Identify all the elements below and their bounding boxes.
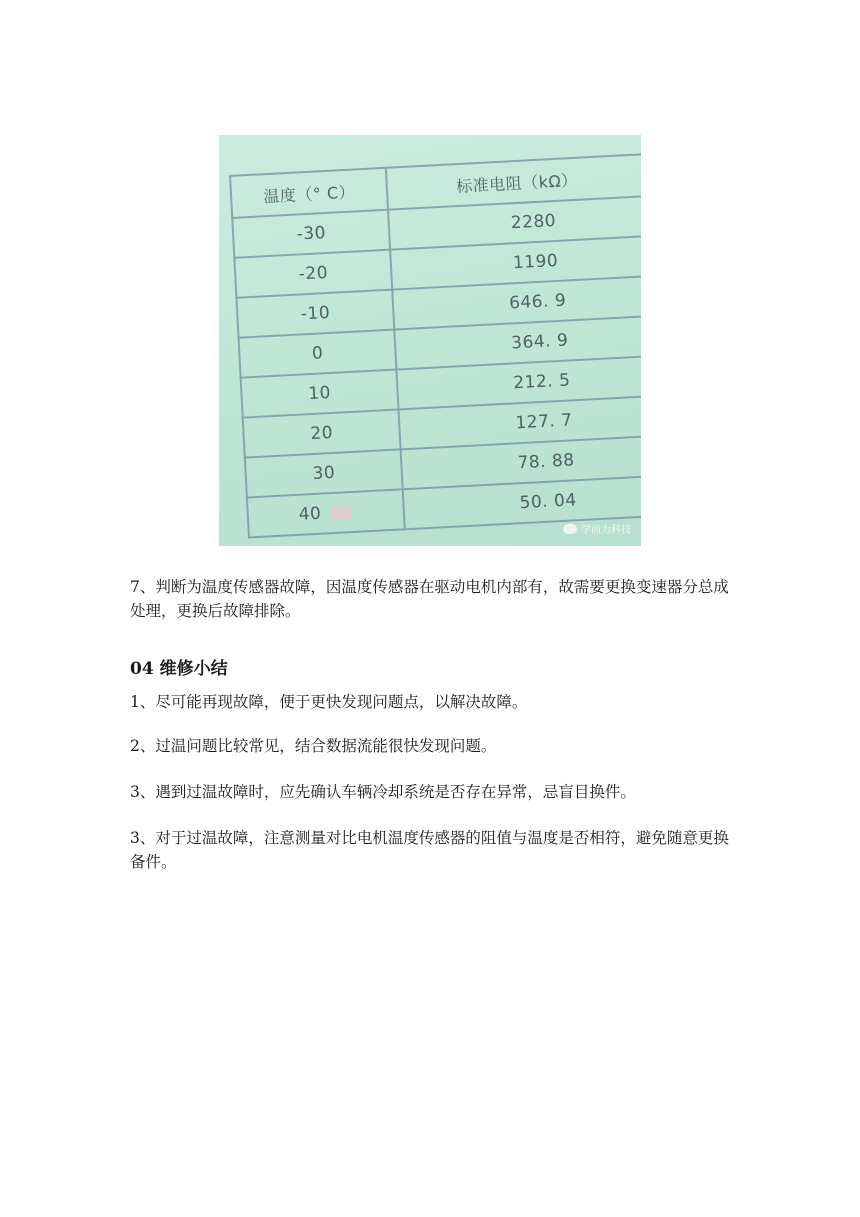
summary-item: 1、尽可能再现故障，便于更快发现问题点，以解决故障。: [130, 693, 528, 711]
header-temperature: 温度（° C）: [230, 168, 388, 218]
summary-item: 3、遇到过温故障时，应先确认车辆冷却系统是否存在异常，忌盲目换件。: [130, 783, 636, 801]
temperature-cell: 20: [243, 409, 401, 457]
resistance-cell: 2280: [388, 196, 641, 250]
temperature-cell: -10: [236, 290, 394, 338]
resistance-cell: 127. 7: [399, 396, 641, 450]
resistance-cell: 78. 88: [401, 436, 641, 490]
section-title: 04 维修小结: [130, 659, 228, 679]
temperature-cell: 10: [241, 369, 399, 417]
wechat-icon: [563, 524, 577, 534]
resistance-cell: 364. 9: [395, 316, 641, 370]
smudge-mark: [331, 505, 354, 520]
temperature-cell: -20: [234, 250, 392, 298]
temperature-value: 40: [298, 503, 322, 525]
paragraph-step-7: 7、判断为温度传感器故障，因温度传感器在驱动电机内部有，故需要更换变速器分总成处理，更换后故障排除。: [130, 578, 729, 620]
summary-item: 3、对于过温故障，注意测量对比电机温度传感器的阻值与温度是否相符，避免随意更换备件。: [130, 829, 729, 871]
temperature-cell: 0: [239, 330, 397, 378]
resistance-cell: 646. 9: [392, 276, 641, 330]
header-resistance: 标准电阻（kΩ）: [386, 154, 641, 210]
resistance-cell: 1190: [390, 236, 641, 290]
summary-item: 2、过温问题比较常见，结合数据流能很快发现问题。: [130, 737, 497, 755]
resistance-cell: 50. 04: [403, 476, 641, 530]
resistance-cell: 212. 5: [397, 356, 641, 410]
resistance-table-photo: [219, 135, 641, 546]
resistance-table: [229, 153, 641, 538]
temperature-cell: [247, 489, 405, 537]
temperature-cell: -30: [232, 210, 390, 258]
watermark: [563, 521, 631, 536]
watermark-text: 学而力科技: [581, 525, 631, 536]
temperature-cell: 30: [245, 449, 403, 497]
